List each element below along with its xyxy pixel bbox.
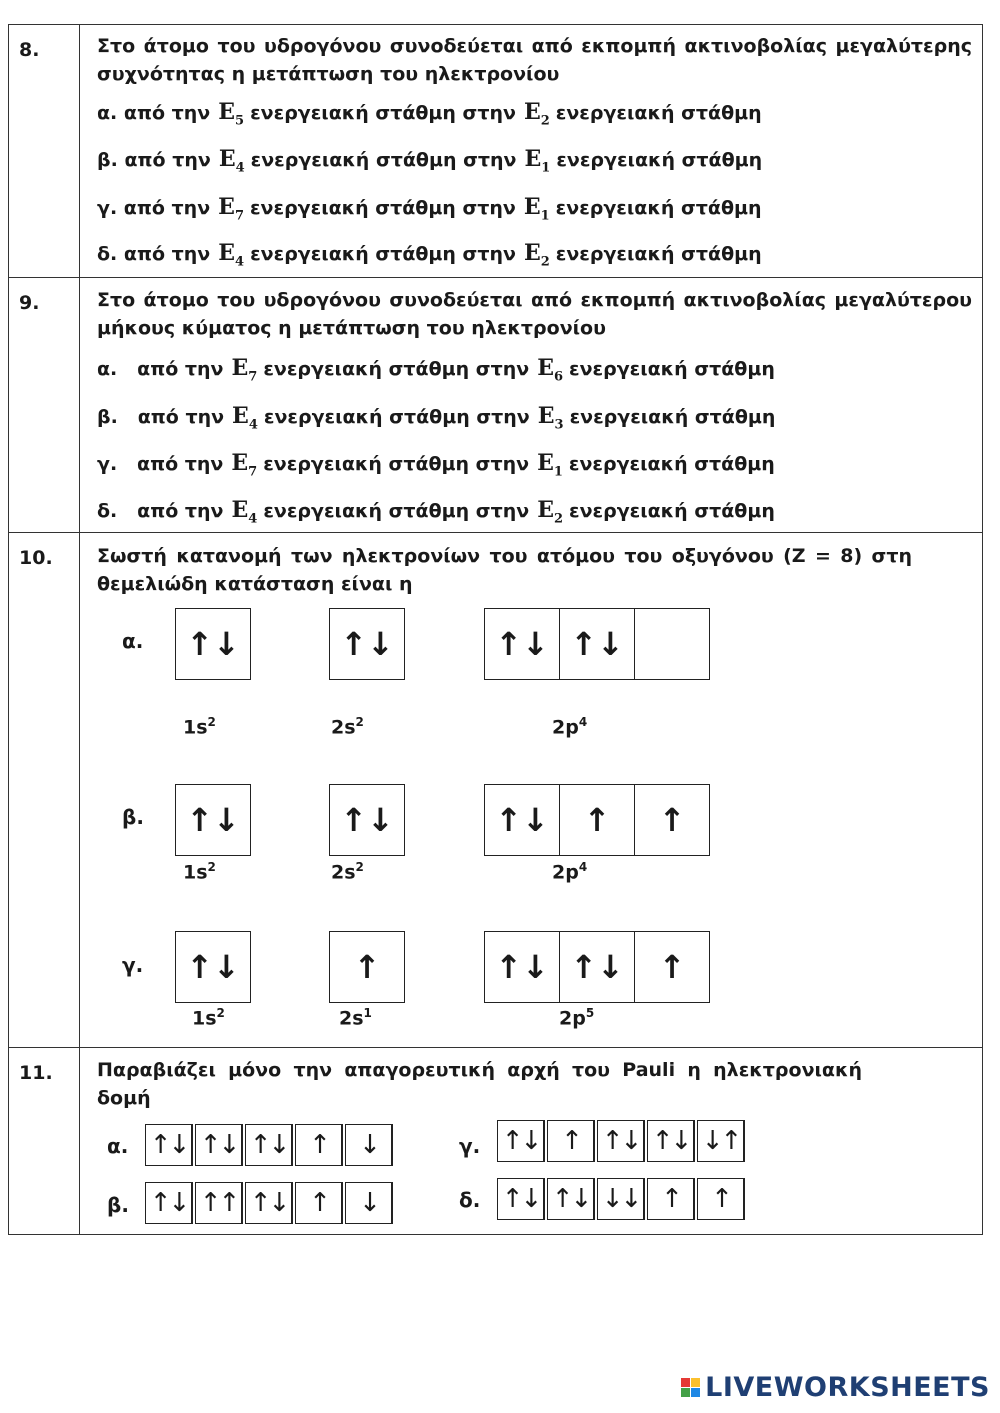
orbital-box: ↑↓ — [245, 1182, 293, 1224]
worksheet-table — [8, 24, 983, 1235]
orbital-box: ↑↓ — [329, 784, 405, 856]
config-label: $2s^2$ — [331, 860, 364, 884]
orbital-box: ↑ — [697, 1178, 745, 1220]
question-8-row — [9, 25, 982, 278]
question-number: 11. — [19, 1062, 53, 1084]
orbital-box: ↑ — [634, 784, 710, 856]
config-label: $2p^5$ — [559, 1006, 595, 1030]
option-d[interactable]: δ. από την $E_4$ ενεργειακή στάθμη στην $E_2$ ενεργειακή στάθμη — [97, 240, 762, 270]
orbital-box: ↑ — [647, 1178, 695, 1220]
orbital-1s — [175, 784, 251, 856]
option-d-label[interactable]: δ. — [459, 1188, 481, 1212]
orbital-box: ↑↓ — [175, 931, 251, 1003]
orbital-row-a — [145, 1124, 395, 1166]
orbital-box: ↑ — [295, 1124, 343, 1166]
orbital-box: ↑↓ — [484, 931, 560, 1003]
question-text: Παραβιάζει μόνο την απαγορευτική αρχή του Pauli η ηλεκτρονιακή δομή — [97, 1059, 862, 1109]
question-11-row — [9, 1048, 982, 1234]
option-c[interactable]: γ. από την $E_7$ ενεργειακή στάθμη στην $E_1$ ενεργειακή στάθμη — [97, 450, 775, 480]
orbital-box: ↑↓ — [145, 1124, 193, 1166]
orbital-2p — [484, 608, 710, 680]
question-number: 8. — [19, 39, 40, 61]
config-label: $2p^4$ — [552, 860, 588, 884]
config-label: $2p^4$ — [552, 715, 588, 739]
orbital-box: ↑↓ — [497, 1178, 545, 1220]
orbital-row-b — [145, 1182, 395, 1224]
option-b[interactable]: β. από την $E_4$ ενεργειακή στάθμη στην $E_3$ ενεργειακή στάθμη — [97, 403, 776, 433]
logo-icon — [681, 1378, 701, 1398]
config-label: $1s^2$ — [192, 1006, 225, 1030]
question-text: Στο άτομο του υδρογόνου συνοδεύεται από εκπομπή ακτινοβολίας μεγαλύτερου μήκους κύματος η μετάπτωση του ηλεκτρονίου — [97, 289, 972, 339]
option-d[interactable]: δ. από την $E_4$ ενεργειακή στάθμη στην $E_2$ ενεργειακή στάθμη — [97, 497, 775, 527]
option-c-label[interactable]: γ. — [459, 1134, 481, 1158]
orbital-box: ↑ — [634, 931, 710, 1003]
option-a-label[interactable]: α. — [107, 1134, 129, 1158]
question-9-row — [9, 278, 982, 533]
orbital-2s — [329, 608, 405, 680]
orbital-box: ↑↓ — [145, 1182, 193, 1224]
option-b-label[interactable]: β. — [107, 1193, 129, 1217]
orbital-box: ↑ — [295, 1182, 343, 1224]
orbital-box: ↓ — [345, 1182, 393, 1224]
orbital-box: ↑↓ — [484, 608, 560, 680]
option-c-label[interactable]: γ. — [122, 953, 144, 977]
orbital-2s — [329, 784, 405, 856]
orbital-2p — [484, 784, 710, 856]
orbital-1s — [175, 608, 251, 680]
orbital-box: ↑ — [559, 784, 635, 856]
orbital-box: ↓ — [345, 1124, 393, 1166]
orbital-row-d — [497, 1178, 747, 1220]
config-label: $2s^2$ — [331, 715, 364, 739]
option-a-label[interactable]: α. — [122, 629, 144, 653]
question-text: Σωστή κατανομή των ηλεκτρονίων του ατόμου του οξυγόνου (Z = 8) στη θεμελιώδη κατάσταση είναι η — [97, 545, 912, 595]
config-label: $1s^2$ — [183, 860, 216, 884]
orbital-box: ↑ — [547, 1120, 595, 1162]
question-number: 10. — [19, 547, 53, 569]
question-text: Στο άτομο του υδρογόνου συνοδεύεται από εκπομπή ακτινοβολίας μεγαλύτερης συχνότητας η μετάπτωση του ηλεκτρονίου — [97, 35, 972, 85]
orbital-box: ↑↓ — [245, 1124, 293, 1166]
orbital-box: ↑↓ — [597, 1120, 645, 1162]
orbital-box: ↑↓ — [175, 608, 251, 680]
orbital-box: ↑↓ — [547, 1178, 595, 1220]
orbital-box: ↓↑ — [697, 1120, 745, 1162]
option-b[interactable]: β. από την $E_4$ ενεργειακή στάθμη στην $E_1$ ενεργειακή στάθμη — [97, 146, 763, 176]
orbital-box: ↑↓ — [195, 1124, 243, 1166]
orbital-1s — [175, 931, 251, 1003]
orbital-box: ↑↓ — [647, 1120, 695, 1162]
orbital-2s — [329, 931, 405, 1003]
question-number: 9. — [19, 292, 40, 314]
config-label: $2s^1$ — [339, 1006, 372, 1030]
option-c[interactable]: γ. από την $E_7$ ενεργειακή στάθμη στην $E_1$ ενεργειακή στάθμη — [97, 194, 762, 224]
orbital-box: ↑↓ — [484, 784, 560, 856]
orbital-box: ↑↑ — [195, 1182, 243, 1224]
config-label: $1s^2$ — [183, 715, 216, 739]
liveworksheets-logo — [681, 1372, 990, 1403]
option-a[interactable]: α. από την $E_7$ ενεργειακή στάθμη στην $E_6$ ενεργειακή στάθμη — [97, 355, 775, 385]
orbital-row-c — [497, 1120, 747, 1162]
orbital-box: ↑↓ — [559, 931, 635, 1003]
question-10-row — [9, 533, 982, 1048]
orbital-box — [634, 608, 710, 680]
logo-text: LIVEWORKSHEETS — [705, 1372, 990, 1403]
orbital-box: ↑↓ — [329, 608, 405, 680]
orbital-box: ↑ — [329, 931, 405, 1003]
option-a[interactable]: α. από την $E_5$ ενεργειακή στάθμη στην $E_2$ ενεργειακή στάθμη — [97, 99, 762, 129]
orbital-2p — [484, 931, 710, 1003]
option-b-label[interactable]: β. — [122, 805, 144, 829]
orbital-box: ↑↓ — [175, 784, 251, 856]
orbital-box: ↑↓ — [497, 1120, 545, 1162]
orbital-box: ↑↓ — [559, 608, 635, 680]
orbital-box: ↓↓ — [597, 1178, 645, 1220]
